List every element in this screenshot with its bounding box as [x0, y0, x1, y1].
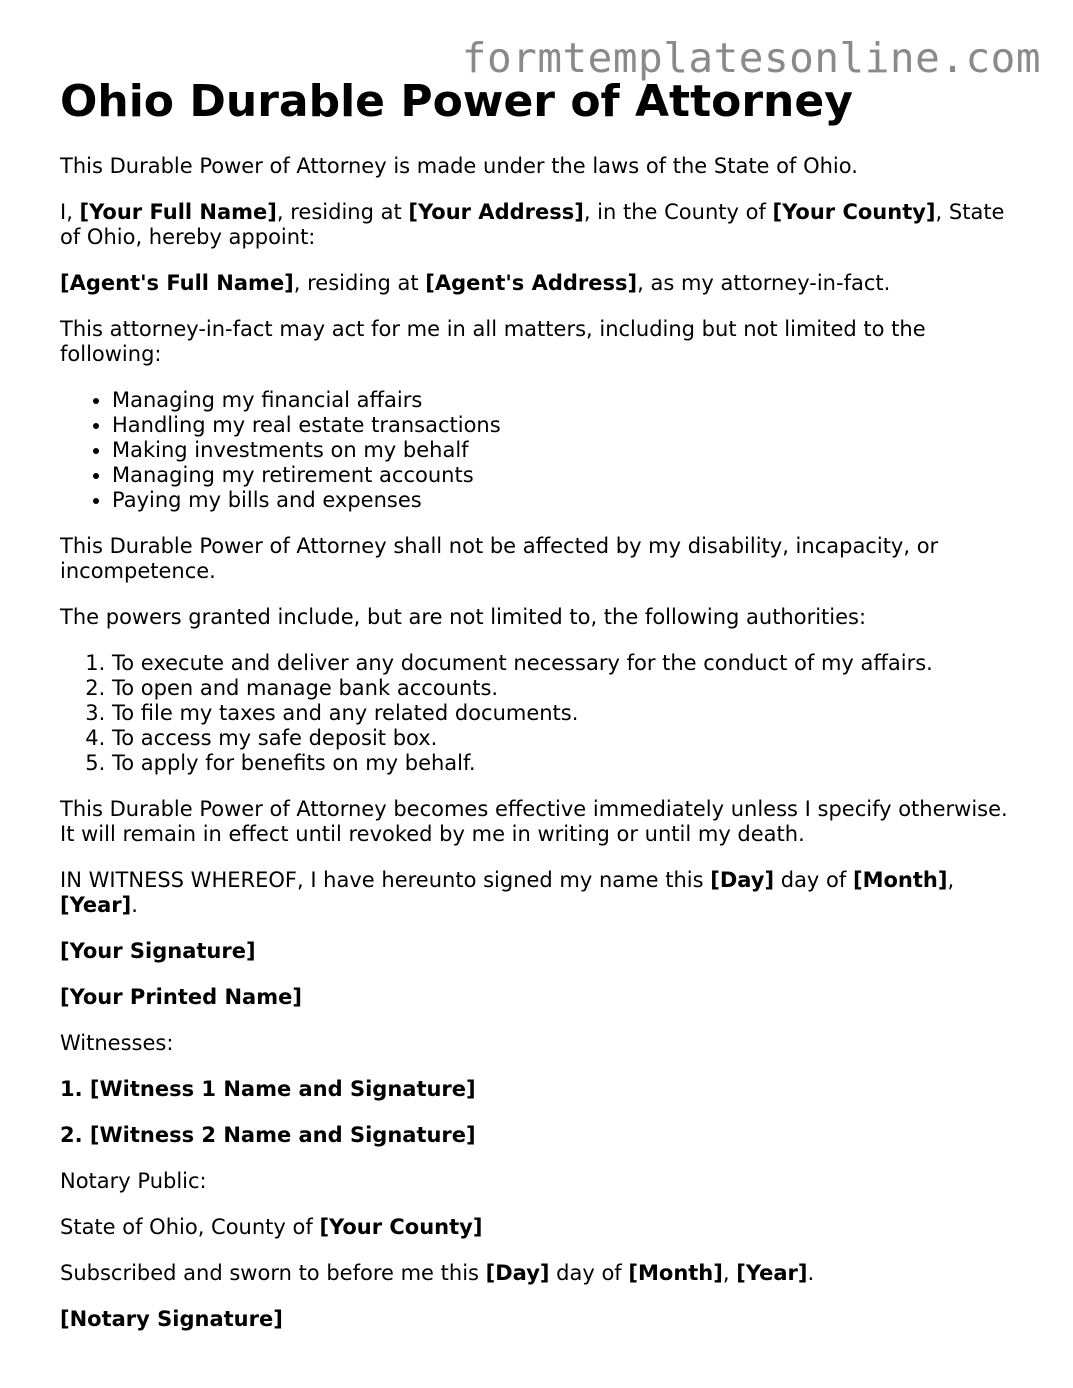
witnesses-label: Witnesses: — [60, 1031, 174, 1055]
sworn-day-field: [Day] — [485, 1261, 550, 1285]
powers-intro: The powers granted include, but are not limited to, the following authorities: — [60, 605, 867, 629]
list-item: 5. To apply for benefits on my behalf. — [112, 751, 1020, 776]
signature-field: [Your Signature] — [60, 939, 256, 963]
agent-name-field: [Agent's Full Name] — [60, 271, 294, 295]
powers-list — [60, 651, 1020, 776]
durability-paragraph: This Durable Power of Attorney shall not be affected by my disability, incapacity, or incompetence. — [60, 534, 939, 583]
printed-name-field: [Your Printed Name] — [60, 985, 302, 1009]
matters-list — [60, 388, 1020, 513]
sworn-line: Subscribed and sworn to before me this [Day] day of [Month], [Year]. — [60, 1261, 815, 1285]
list-item: • Managing my retirement accounts — [112, 463, 1020, 488]
list-item: 2. To open and manage bank accounts. — [112, 676, 1020, 701]
day-field: [Day] — [710, 868, 775, 892]
notary-label: Notary Public: — [60, 1169, 207, 1193]
list-item: 1. To execute and deliver any document necessary for the conduct of my affairs. — [112, 651, 1020, 676]
witness-clause: IN WITNESS WHEREOF, I have hereunto signed my name this [Day] day of [Month], [Year]. — [60, 868, 955, 917]
list-item: • Handling my real estate transactions — [112, 413, 1020, 438]
sworn-month-field: [Month] — [628, 1261, 723, 1285]
list-item: • Making investments on my behalf — [112, 438, 1020, 463]
list-item: 4. To access my safe deposit box. — [112, 726, 1020, 751]
principal-address-field: [Your Address] — [408, 200, 584, 224]
principal-county-field: [Your County] — [772, 200, 936, 224]
list-item: 3. To file my taxes and any related documents. — [112, 701, 1020, 726]
principal-name-field: [Your Full Name] — [79, 200, 277, 224]
effective-paragraph: This Durable Power of Attorney becomes effective immediately unless I specify otherwise. It will remain in effect until revoked by me in writing or until my death. — [60, 797, 1008, 846]
document-body — [60, 76, 1020, 1353]
watermark: formtemplatesonline.com — [461, 34, 1041, 82]
notary-county-field: [Your County] — [319, 1215, 483, 1239]
list-item: • Paying my bills and expenses — [112, 488, 1020, 513]
document-title: Ohio Durable Power of Attorney — [60, 76, 853, 127]
matters-intro: This attorney-in-fact may act for me in all matters, including but not limited to the following: — [60, 317, 926, 366]
sworn-year-field: [Year] — [736, 1261, 808, 1285]
notary-state-line: State of Ohio, County of [Your County] — [60, 1215, 483, 1239]
year-field: [Year] — [60, 893, 132, 917]
notary-signature-field: [Notary Signature] — [60, 1307, 283, 1331]
intro-paragraph: This Durable Power of Attorney is made under the laws of the State of Ohio. — [60, 154, 858, 178]
witness-1-field: 1. [Witness 1 Name and Signature] — [60, 1077, 476, 1101]
list-item: • Managing my financial affairs — [112, 388, 1020, 413]
agent-paragraph: [Agent's Full Name], residing at [Agent's Address], as my attorney-in-fact. — [60, 271, 891, 295]
principal-paragraph: I, [Your Full Name], residing at [Your Address], in the County of [Your County], State of Ohio, hereby appoint: — [60, 200, 1005, 249]
agent-address-field: [Agent's Address] — [425, 271, 638, 295]
witness-2-field: 2. [Witness 2 Name and Signature] — [60, 1123, 476, 1147]
month-field: [Month] — [852, 868, 948, 892]
